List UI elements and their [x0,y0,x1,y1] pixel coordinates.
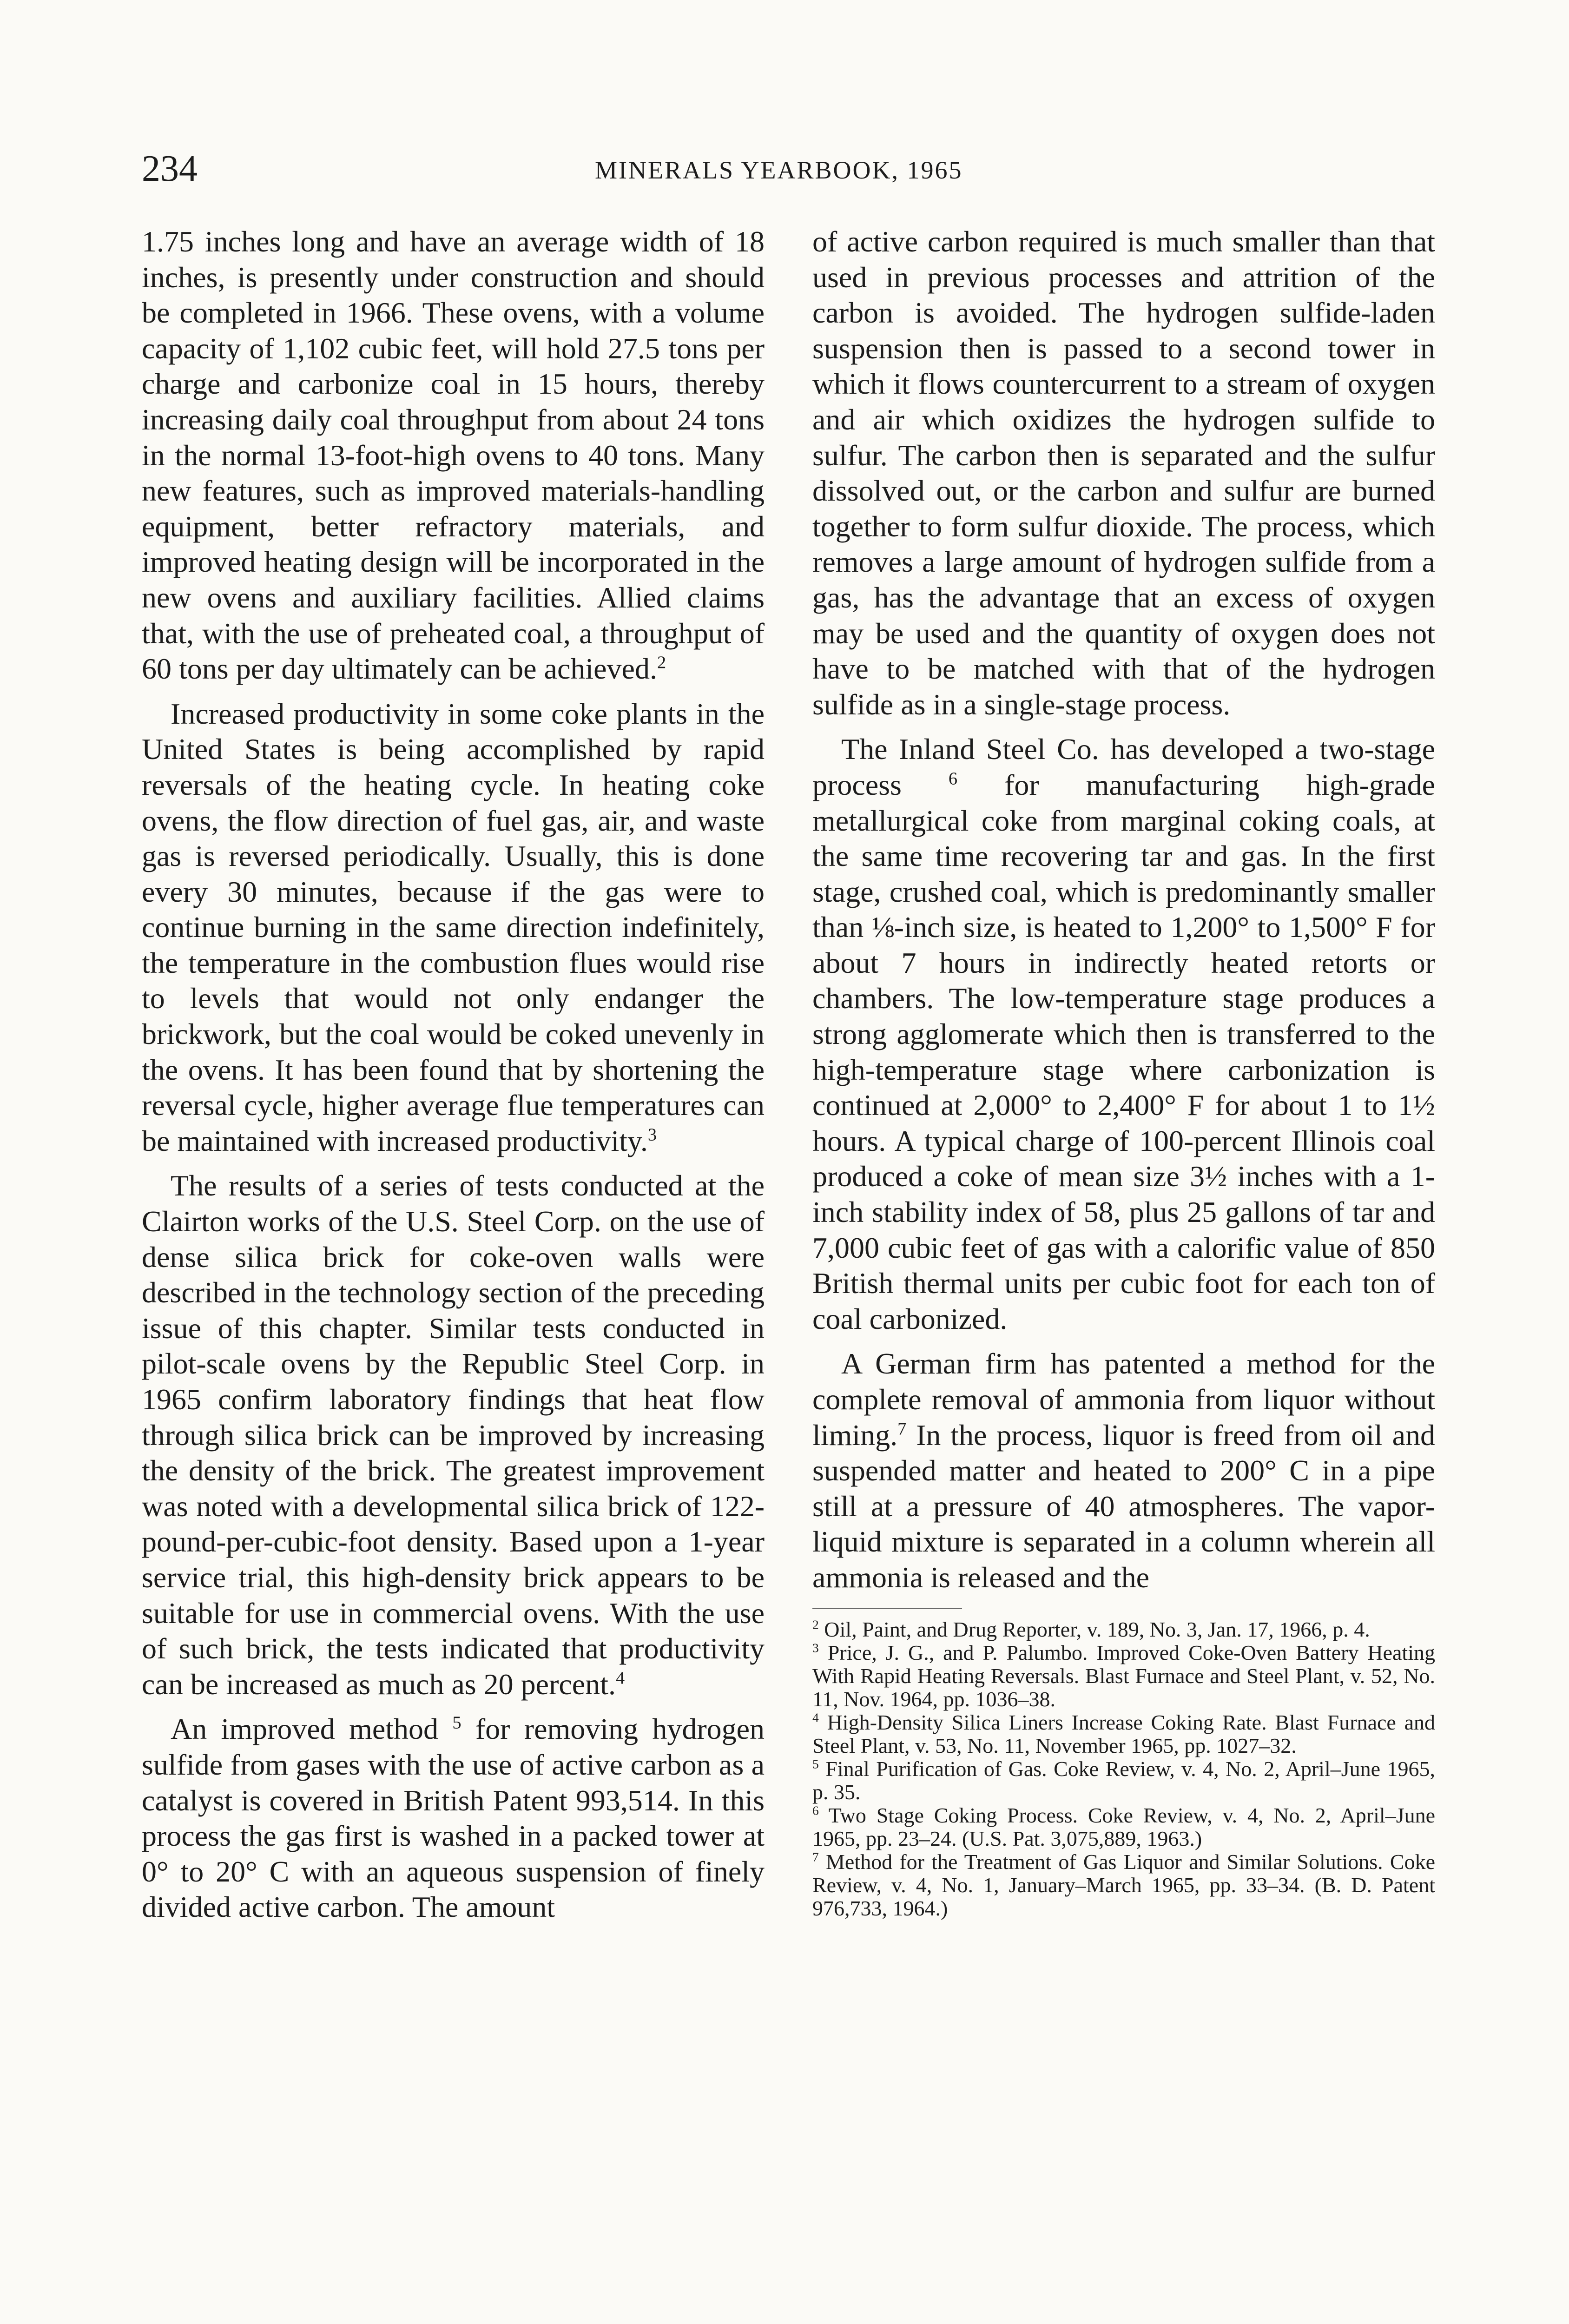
footnote-ref-3: 3 [647,1125,657,1145]
running-head: MINERALS YEARBOOK, 1965 [595,156,963,184]
paragraph-rapid-reversals: Increased productivity in some coke plants in the United States is being accomplished by rapid reversals of the heating cycle. In heating coke ovens, the flow direction of fuel gas, air, and waste gas is reversed periodically. Usually, this is done every 30 minutes, because if the gas were to continue burning in the same direction indefinitely, the temperature in the combustion flues would rise to levels that would not only endanger the brickwork, but the coal would be coked unevenly in the ovens. It has been found that by shortening the reversal cycle, higher average flue temperatures can be maintained with increased productivity.$^3$ [142,697,765,1157]
footnote: $^2$ Oil, Paint, and Drug Reporter, v. 189, No. 3, Jan. 17, 1966, p. 4. [812,1617,1370,1641]
footnote-ref-6: 6 [948,769,958,789]
paragraph-hydrogen-sulfide: An improved method $^5$ for removing hydrogen sulfide from gases with the use of active carbon as a catalyst is covered in British Patent 993,514. In this process the gas first is washed in a packed tower at 0° to 20° C with an aqueous suspension of finely divided active carbon. The amount [142,1712,765,1924]
page-number: 234 [142,148,198,189]
footnotes [812,1618,1435,1920]
left-column [142,224,765,1925]
footnote: $^6$ Two Stage Coking Process. Coke Review, v. 4, No. 2, April–June 1965, pp. 23–24. (U.S. Pat. 3,075,889, 1963.) [812,1803,1436,1850]
paragraph-inland-steel: The Inland Steel Co. has developed a two-stage process $^6$ for manufacturing high-grade metallurgical coke from marginal coking coals, at the same time recovering tar and gas. In the first stage, crushed coal, which is predominantly smaller than ⅛-inch size, is heated to 1,200° to 1,500° F for about 7 hours in indirectly heated retorts or chambers. The low-temperature stage produces a strong agglomerate which then is transferred to the high-temperature stage where carbonization is continued at 2,000° to 2,400° F for about 1 to 1½ hours. A typical charge of 100-percent Illinois coal produced a coke of mean size 3½ inches with a 1-inch stability index of 58, plus 25 gallons of tar and 7,000 cubic feet of gas with a calorific value of 850 British thermal units per cubic foot for each ton of coal carbonized. [812,733,1436,1335]
paragraph-german-ammonia: A German firm has patented a method for the complete removal of ammonia from liquor without liming.$^7$ In the process, liquor is freed from oil and suspended matter and heated to 200° C in a pipe still at a pressure of 40 atmospheres. The vapor-liquid mixture is separated in a column wherein all ammonia is released and the [812,1347,1436,1594]
footnote: $^5$ Final Purification of Gas. Coke Review, v. 4, No. 2, April–June 1965, p. 35. [812,1756,1435,1804]
footnote: $^7$ Method for the Treatment of Gas Liquor and Similar Solutions. Coke Review, v. 4, No. 1, January–March 1965, pp. 33–34. (B. D. Patent 976,733, 1964.) [812,1849,1436,1920]
footnote-ref-4: 4 [615,1668,625,1688]
right-column [812,224,1435,1920]
footnote-ref-2: 2 [657,653,666,673]
footnote-ref-7: 7 [897,1419,907,1439]
footnote-rule [812,1608,962,1609]
footnote: $^3$ Price, J. G., and P. Palumbo. Improved Coke-Oven Battery Heating With Rapid Heating Reversals. Blast Furnace and Steel Plant, v. 52, No. 11, Nov. 1964, pp. 1036–38. [812,1640,1435,1711]
paragraph-silica-brick: The results of a series of tests conducted at the Clairton works of the U.S. Steel Corp. on the use of dense silica brick for coke-oven walls were described in the technology section of the preceding issue of this chapter. Similar tests conducted in pilot-scale ovens by the Republic Steel Corp. in 1965 confirm laboratory findings that heat flow through silica brick can be improved by increasing the density of the brick. The greatest improvement was noted with a developmental silica brick of 122-pound-per-cubic-foot density. Based upon a 1-year service trial, this high-density brick appears to be suitable for use in commercial ovens. With the use of such brick, the tests indicated that productivity can be increased as much as 20 percent.$^4$ [142,1169,765,1701]
footnote: $^4$ High-Density Silica Liners Increase Coking Rate. Blast Furnace and Steel Plant, v. 53, No. 11, November 1965, pp. 1027–32. [812,1710,1436,1757]
paragraph-hydrogen-sulfide-cont: of active carbon required is much smaller than that used in previous processes and attrition of the carbon is avoided. The hydrogen sulfide-laden suspension then is passed to a second tower in which it flows countercurrent to a stream of oxygen and air which oxidizes the hydrogen sulfide to sulfur. The carbon then is separated and the sulfur dissolved out, or the carbon and sulfur are burned together to form sulfur dioxide. The process, which removes a large amount of hydrogen sulfide from a gas, has the advantage that an excess of oxygen may be used and the quantity of oxygen does not have to be matched with that of the hydrogen sulfide as in a single-stage process. [812,225,1435,721]
footnote-ref-5: 5 [452,1713,461,1733]
paragraph-allied-ovens: 1.75 inches long and have an average width of 18 inches, is presently under construction and should be completed in 1966. These ovens, with a volume capacity of 1,102 cubic feet, will hold 27.5 tons per charge and carbonize coal in 15 hours, thereby increasing daily coal throughput from about 24 tons in the normal 13-foot-high ovens to 40 tons. Many new features, such as improved materials-handling equipment, better refractory materials, and improved heating design will be incorporated in the new ovens and auxiliary facilities. Allied claims that, with the use of preheated coal, a throughput of 60 tons per day ultimately can be achieved.$^2$ [142,225,765,686]
